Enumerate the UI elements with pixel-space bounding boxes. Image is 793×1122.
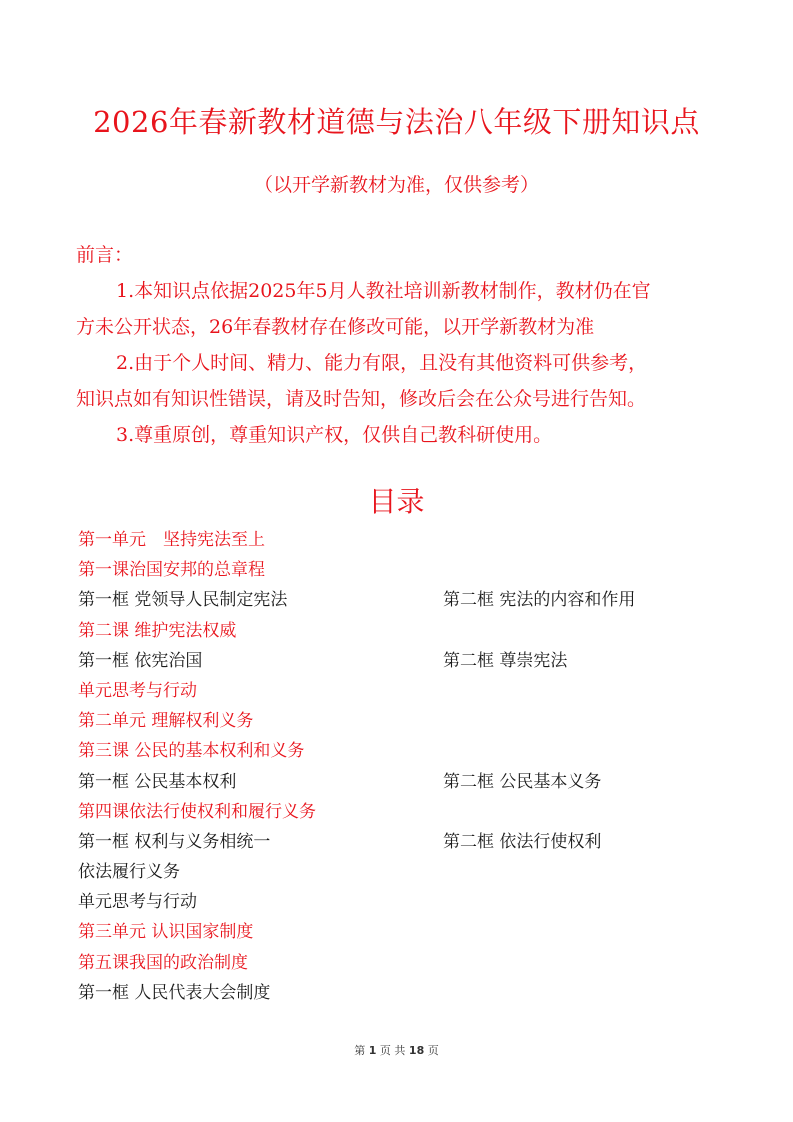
preface-heading: 前言： — [76, 244, 134, 266]
toc-lesson-entry — [78, 736, 718, 766]
toc-entry-text-right: 第二框 尊崇宪法 — [443, 650, 568, 671]
footer-label: 页 共 — [379, 1044, 406, 1057]
toc-heading: 目录 — [368, 485, 425, 518]
toc-lesson-entry — [78, 616, 718, 646]
toc-entry-text: 第三课 公民的基本权利和义务 — [78, 741, 305, 762]
toc-entry-text: 依法履行义务 — [78, 862, 180, 883]
preface-line: 知识点如有知识性错误，请及时告知，修改后会在公众号进行告知。 — [76, 388, 647, 410]
toc-entry-text: 第五课我国的政治制度 — [78, 952, 248, 973]
document-subtitle: （以开学新教材为准，仅供参考） — [253, 174, 539, 196]
toc-entry-text: 单元思考与行动 — [78, 680, 197, 701]
toc-entry-text: 第一框 党领导人民制定宪法 — [78, 590, 288, 611]
page-footer — [0, 1042, 793, 1058]
toc-entry-text: 第一框 人民代表大会制度 — [78, 982, 271, 1003]
toc-section-entry — [78, 646, 718, 676]
preface-line: 方未公开状态，26年春教材存在修改可能，以开学新教材为准 — [76, 316, 595, 338]
toc-entry-text: 第一框 依宪治国 — [78, 650, 203, 671]
toc-entry-text-right: 第二框 公民基本义务 — [443, 771, 602, 792]
table-of-contents — [78, 525, 718, 1008]
toc-entry-text: 第三单元 认识国家制度 — [78, 922, 254, 943]
total-pages-number: 18 — [408, 1044, 425, 1057]
toc-entry-text-right: 第二框 依法行使权利 — [443, 831, 602, 852]
toc-unit-review-entry — [78, 887, 718, 917]
toc-entry-text: 第一框 公民基本权利 — [78, 771, 237, 792]
toc-entry-text-right: 第二框 宪法的内容和作用 — [443, 590, 636, 611]
toc-unit-entry — [78, 525, 718, 555]
preface-line: 3.尊重原创，尊重知识产权，仅供自己教科研使用。 — [116, 424, 553, 446]
toc-unit-entry — [78, 917, 718, 947]
toc-unit-review-entry — [78, 676, 718, 706]
toc-section-entry — [78, 767, 718, 797]
toc-lesson-entry — [78, 555, 718, 585]
toc-entry-text: 第一框 权利与义务相统一 — [78, 831, 271, 852]
footer-label: 第 — [354, 1044, 366, 1057]
current-page-number: 1 — [368, 1044, 377, 1057]
toc-section-entry — [78, 585, 718, 615]
toc-unit-entry — [78, 706, 718, 736]
toc-section-entry — [78, 827, 718, 857]
toc-entry-text: 第一单元 坚持宪法至上 — [78, 530, 265, 550]
toc-entry-text: 第四课依法行使权利和履行义务 — [78, 801, 316, 822]
toc-section-entry — [78, 857, 718, 887]
toc-entry-text: 单元思考与行动 — [78, 892, 197, 913]
toc-lesson-entry — [78, 948, 718, 978]
toc-section-entry — [78, 978, 718, 1008]
preface-section — [76, 237, 716, 453]
preface-line: 1.本知识点依据2025年5月人教社培训新教材制作，教材仍在官 — [116, 280, 651, 302]
footer-label: 页 — [427, 1044, 439, 1057]
toc-lesson-entry — [78, 797, 718, 827]
preface-line: 2.由于个人时间、精力、能力有限，且没有其他资料可供参考， — [116, 352, 648, 374]
toc-entry-text: 第一课治国安邦的总章程 — [78, 560, 265, 581]
toc-entry-text: 第二单元 理解权利义务 — [78, 711, 254, 732]
toc-entry-text: 第二课 维护宪法权威 — [78, 620, 237, 641]
document-title: 2026年春新教材道德与法治八年级下册知识点 — [93, 105, 700, 139]
